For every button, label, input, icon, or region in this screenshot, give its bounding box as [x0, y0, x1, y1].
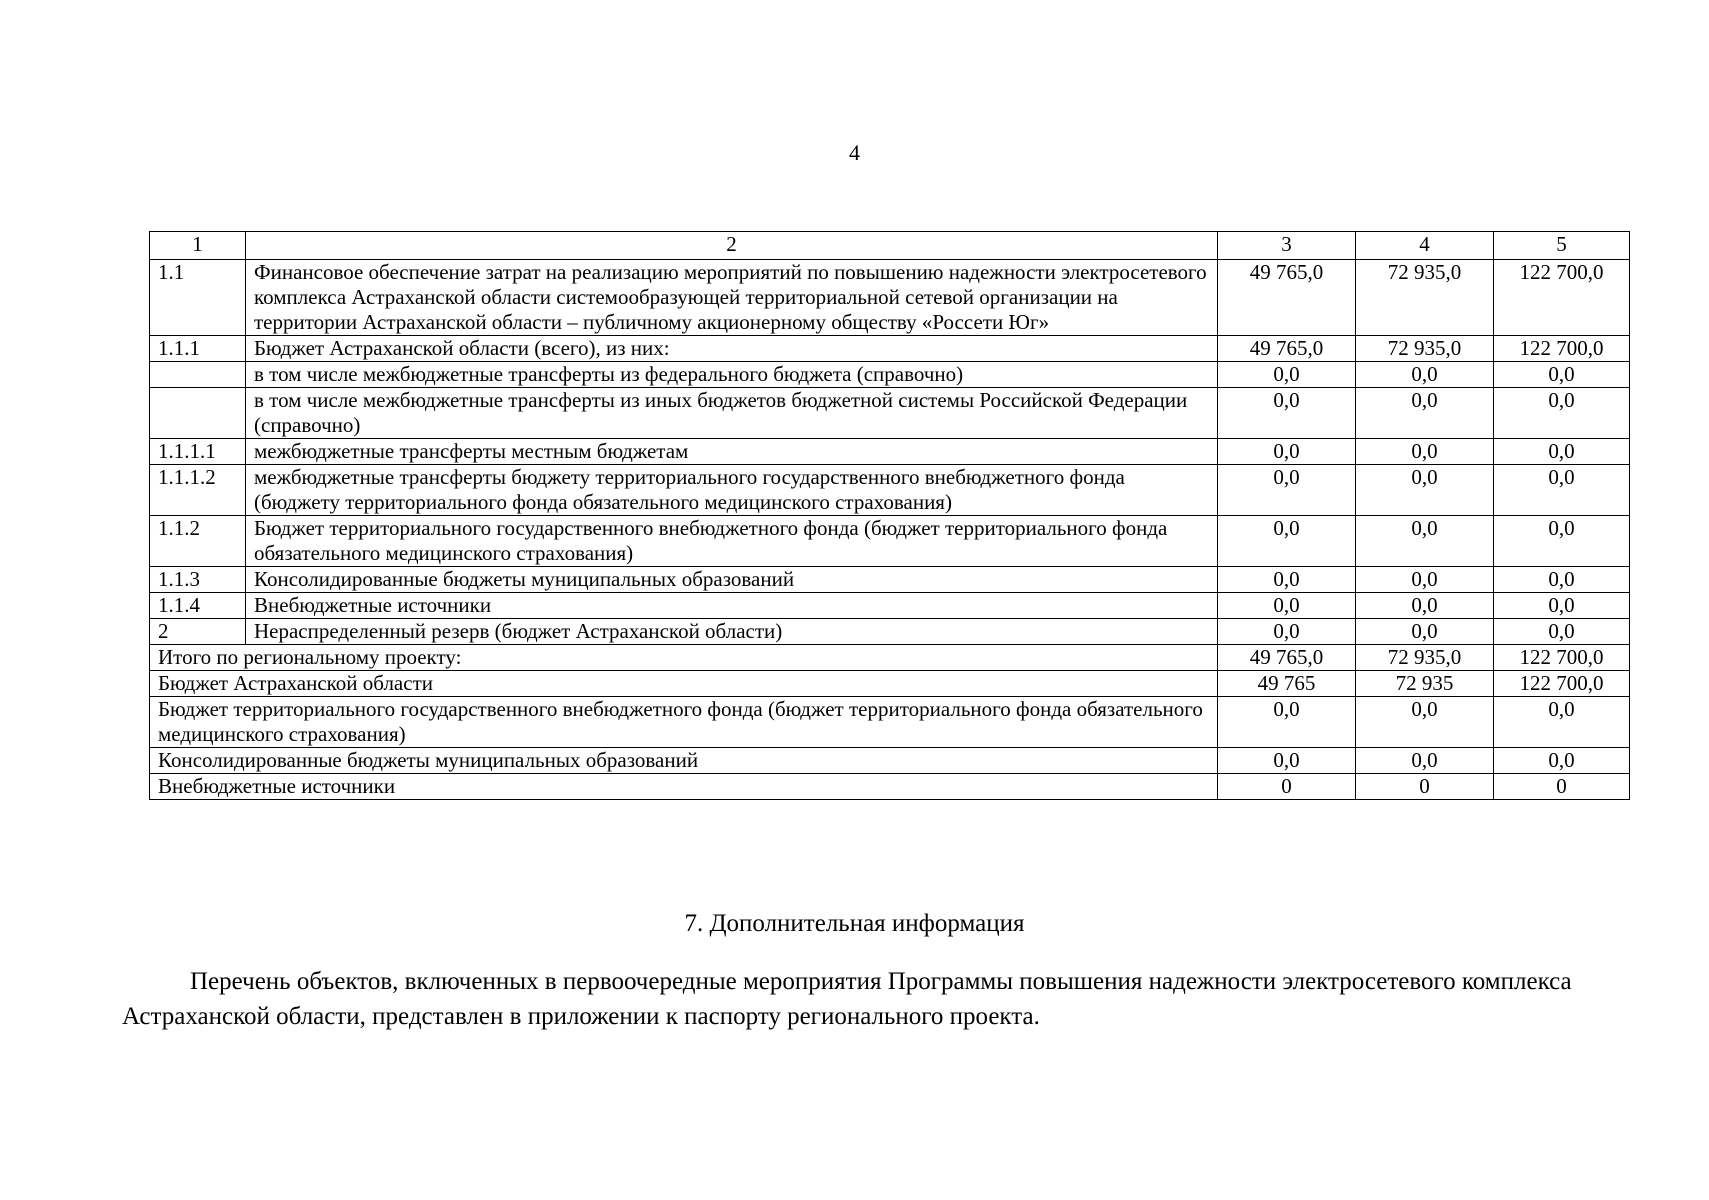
row-code-cell: 1.1.4 [150, 593, 246, 619]
total-description-cell: Внебюджетные источники [150, 774, 1218, 800]
total-value-col5: 0,0 [1494, 697, 1630, 748]
total-value-col4: 72 935 [1356, 671, 1494, 697]
row-value-col4: 0,0 [1356, 593, 1494, 619]
header-cell-1: 1 [150, 232, 246, 260]
row-value-col3: 0,0 [1218, 439, 1356, 465]
row-code-cell: 1.1.2 [150, 516, 246, 567]
row-code-cell: 1.1.3 [150, 567, 246, 593]
table-row [150, 593, 1630, 619]
table-total-row [150, 671, 1630, 697]
row-value-col3: 49 765,0 [1218, 336, 1356, 362]
section-paragraph: Перечень объектов, включенных в первоочередные мероприятия Программы повышения надежности электросетевого комплекса Астраханской области, представлен в приложении к паспорту регионального проекта. [122, 968, 1572, 1030]
total-description-cell: Бюджет Астраханской области [150, 671, 1218, 697]
total-description-cell: Итого по региональному проекту: [150, 645, 1218, 671]
row-value-col5: 0,0 [1494, 439, 1630, 465]
table-row [150, 260, 1630, 336]
row-description-cell: в том числе межбюджетные трансферты из иных бюджетов бюджетной системы Российской Федерации (справочно) [246, 388, 1218, 439]
table-total-row [150, 774, 1630, 800]
row-value-col5: 0,0 [1494, 465, 1630, 516]
row-value-col4: 0,0 [1356, 439, 1494, 465]
row-value-col5: 0,0 [1494, 567, 1630, 593]
header-cell-4: 4 [1356, 232, 1494, 260]
total-value-col5: 0 [1494, 774, 1630, 800]
total-value-col3: 0,0 [1218, 748, 1356, 774]
row-description-cell: межбюджетные трансферты местным бюджетам [246, 439, 1218, 465]
total-value-col5: 0,0 [1494, 748, 1630, 774]
row-value-col3: 0,0 [1218, 619, 1356, 645]
row-value-col5: 0,0 [1494, 516, 1630, 567]
total-value-col3: 0,0 [1218, 697, 1356, 748]
row-value-col5: 0,0 [1494, 619, 1630, 645]
total-value-col3: 49 765 [1218, 671, 1356, 697]
row-code-cell: 2 [150, 619, 246, 645]
row-value-col4: 0,0 [1356, 619, 1494, 645]
row-description-cell: Финансовое обеспечение затрат на реализацию мероприятий по повышению надежности электросетевого комплекса Астраханской области системообразующей территориальной сетевой организации на территории Астраханской области – публичному акционерному обществу «Россети Юг» [246, 260, 1218, 336]
row-value-col3: 0,0 [1218, 388, 1356, 439]
header-cell-3: 3 [1218, 232, 1356, 260]
table-row [150, 388, 1630, 439]
page-number: 4 [849, 140, 860, 165]
row-value-col5: 122 700,0 [1494, 260, 1630, 336]
row-description-cell: Бюджет Астраханской области (всего), из них: [246, 336, 1218, 362]
table-total-row [150, 748, 1630, 774]
total-value-col5: 122 700,0 [1494, 645, 1630, 671]
row-value-col3: 0,0 [1218, 593, 1356, 619]
row-value-col4: 72 935,0 [1356, 336, 1494, 362]
row-code-cell: 1.1.1 [150, 336, 246, 362]
table-row [150, 567, 1630, 593]
total-value-col4: 0,0 [1356, 697, 1494, 748]
total-description-cell: Бюджет территориального государственного внебюджетного фонда (бюджет территориального фонда обязательного медицинского страхования) [150, 697, 1218, 748]
row-code-cell: 1.1.1.2 [150, 465, 246, 516]
total-value-col4: 0,0 [1356, 748, 1494, 774]
total-value-col4: 72 935,0 [1356, 645, 1494, 671]
row-value-col3: 49 765,0 [1218, 260, 1356, 336]
row-value-col4: 0,0 [1356, 362, 1494, 388]
row-value-col4: 0,0 [1356, 465, 1494, 516]
financing-table-wrapper [149, 231, 1629, 800]
row-value-col4: 0,0 [1356, 388, 1494, 439]
row-description-cell: Бюджет территориального государственного внебюджетного фонда (бюджет территориального фонда обязательного медицинского страхования) [246, 516, 1218, 567]
row-value-col4: 72 935,0 [1356, 260, 1494, 336]
total-value-col4: 0 [1356, 774, 1494, 800]
row-description-cell: Внебюджетные источники [246, 593, 1218, 619]
row-value-col3: 0,0 [1218, 516, 1356, 567]
row-description-cell: в том числе межбюджетные трансферты из федерального бюджета (справочно) [246, 362, 1218, 388]
row-code-cell [150, 388, 246, 439]
row-value-col3: 0,0 [1218, 362, 1356, 388]
financing-table [149, 231, 1630, 800]
row-description-cell: межбюджетные трансферты бюджету территориального государственного внебюджетного фонда (бюджету территориального фонда обязательного медицинского страхования) [246, 465, 1218, 516]
row-value-col3: 0,0 [1218, 465, 1356, 516]
table-row [150, 516, 1630, 567]
row-value-col5: 0,0 [1494, 593, 1630, 619]
row-value-col5: 0,0 [1494, 388, 1630, 439]
row-value-col4: 0,0 [1356, 516, 1494, 567]
row-code-cell: 1.1.1.1 [150, 439, 246, 465]
total-value-col5: 122 700,0 [1494, 671, 1630, 697]
table-row [150, 336, 1630, 362]
total-value-col3: 49 765,0 [1218, 645, 1356, 671]
total-value-col3: 0 [1218, 774, 1356, 800]
row-code-cell [150, 362, 246, 388]
table-header-row [150, 232, 1630, 260]
total-description-cell: Консолидированные бюджеты муниципальных образований [150, 748, 1218, 774]
row-description-cell: Консолидированные бюджеты муниципальных образований [246, 567, 1218, 593]
table-row [150, 465, 1630, 516]
table-row [150, 619, 1630, 645]
row-value-col5: 0,0 [1494, 362, 1630, 388]
section-heading: 7. Дополнительная информация [684, 910, 1025, 937]
header-cell-2: 2 [246, 232, 1218, 260]
financing-table-body [150, 232, 1630, 800]
row-value-col5: 122 700,0 [1494, 336, 1630, 362]
table-total-row [150, 697, 1630, 748]
header-cell-5: 5 [1494, 232, 1630, 260]
row-value-col3: 0,0 [1218, 567, 1356, 593]
table-row [150, 362, 1630, 388]
row-description-cell: Нераспределенный резерв (бюджет Астраханской области) [246, 619, 1218, 645]
row-code-cell: 1.1 [150, 260, 246, 336]
table-row [150, 439, 1630, 465]
table-total-row [150, 645, 1630, 671]
row-value-col4: 0,0 [1356, 567, 1494, 593]
